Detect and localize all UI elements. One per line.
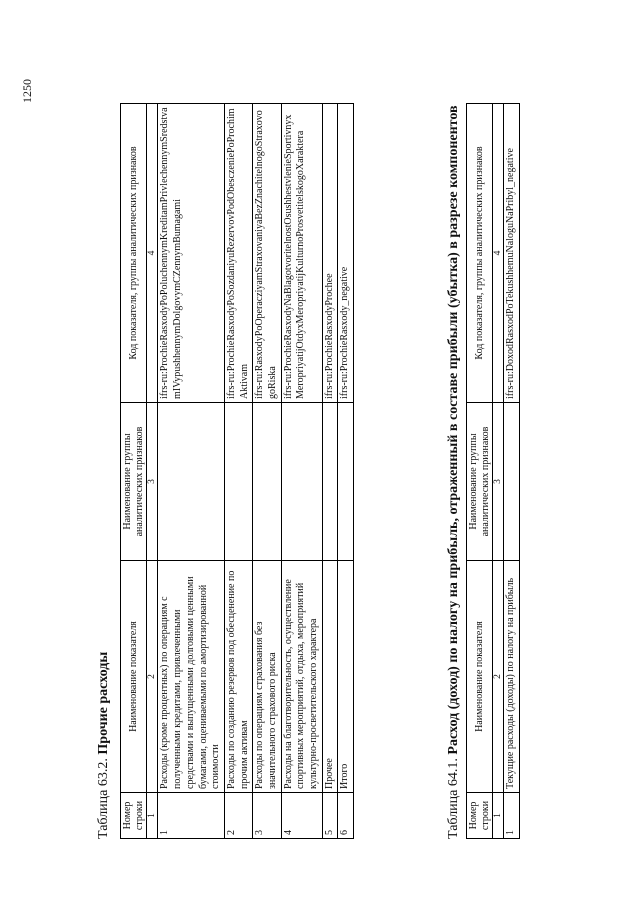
row-number: 5: [322, 793, 338, 839]
row-indicator-code: ifrs-ru:RasxodyPoOperacziyamStraxovaniyaBezZnachitelnogoStraxovogoRiska: [253, 104, 281, 403]
column-number: 1: [493, 793, 504, 839]
row-indicator-name: Прочее: [322, 561, 338, 793]
table-63-2-caption-title: Прочие расходы: [96, 651, 111, 755]
table-64-1-caption-prefix: Таблица 64.1.: [446, 758, 461, 839]
column-number: 3: [147, 403, 158, 561]
row-indicator-code: ifrs-ru:DoxodRasxodPoTekushhemuNaloguNaPribyl_negative: [504, 104, 520, 403]
row-group-name: [322, 403, 338, 561]
column-number: 4: [493, 104, 504, 403]
table-row: [224, 104, 252, 839]
column-number: 2: [493, 561, 504, 793]
table-63-2-caption: [96, 652, 112, 839]
header-indicator-name: Наименование показателя: [467, 561, 493, 793]
page-number: 1250: [20, 79, 34, 103]
row-number: 1: [504, 793, 520, 839]
table-row: [504, 104, 520, 839]
column-number-row: [493, 104, 504, 839]
table-header-row: [467, 104, 493, 839]
row-indicator-name: Расходы по созданию резервов под обесценение по прочим активам: [224, 561, 252, 793]
row-indicator-name: Итого: [338, 561, 354, 793]
table-row: [158, 104, 224, 839]
header-group-name: Наименование группы аналитических признаков: [467, 403, 493, 561]
row-indicator-name: Расходы по операциям страхования без значительного страхового риска: [253, 561, 281, 793]
row-group-name: [504, 403, 520, 561]
row-number: 2: [224, 793, 252, 839]
table-row: [338, 104, 354, 839]
table-64-1-caption-title: Расход (доход) по налогу на прибыль, отраженный в составе прибыли (убытка) в разрезе компонентов: [446, 105, 461, 755]
table-64-1: [466, 103, 520, 839]
column-number: 1: [147, 793, 158, 839]
header-indicator-name: Наименование показателя: [121, 561, 147, 793]
table-row: [322, 104, 338, 839]
row-number: 6: [338, 793, 354, 839]
row-number: 3: [253, 793, 281, 839]
row-indicator-code: ifrs-ru:ProchieRasxodyProchee: [322, 104, 338, 403]
table-63-2: [120, 103, 354, 839]
table-63-2-caption-prefix: Таблица 63.2.: [96, 758, 111, 839]
row-group-name: [281, 403, 322, 561]
row-group-name: [224, 403, 252, 561]
table-64-1-caption: [446, 105, 462, 839]
row-indicator-name: Расходы на благотворительность, осуществление спортивных мероприятий, отдыха, мероприятий культурно-просветительского характера: [281, 561, 322, 793]
column-number-row: [147, 104, 158, 839]
row-group-name: [338, 403, 354, 561]
header-indicator-code: Код показателя, группы аналитических признаков: [467, 104, 493, 403]
row-indicator-code: ifrs-ru:ProchieRasxodyNaBlagotvoritelnostOsushhestvlenieSportivnyxMeropriyatijOtdyxMeropriyatijKulturnoProsvetitelskogoXaraktera: [281, 104, 322, 403]
row-indicator-code: ifrs-ru:ProchieRasxody_negative: [338, 104, 354, 403]
column-number: 3: [493, 403, 504, 561]
table-row: [281, 104, 322, 839]
row-indicator-name: Расходы (кроме процентных) по операциям с полученными кредитами, привлеченными средствами и выпущенными долговыми ценными бумагами, оцениваемыми по амортизированной стоимости: [158, 561, 224, 793]
header-group-name: Наименование группы аналитических признаков: [121, 403, 147, 561]
row-indicator-code: ifrs-ru:ProchieRasxodyPoSozdaniyuRezervovPodObesczeniePoProchimAktivam: [224, 104, 252, 403]
row-group-name: [253, 403, 281, 561]
table-header-row: [121, 104, 147, 839]
table-row: [253, 104, 281, 839]
header-row-number: Номер строки: [121, 793, 147, 839]
column-number: 4: [147, 104, 158, 403]
row-indicator-code: ifrs-ru:ProchieRasxodyPoPoluchennymKreditamPrivlechennymSredstvamIVypushhennymDolgovymCZennymBumagami: [158, 104, 224, 403]
row-number: 4: [281, 793, 322, 839]
header-indicator-code: Код показателя, группы аналитических признаков: [121, 104, 147, 403]
row-number: 1: [158, 793, 224, 839]
row-indicator-name: Текущие расходы (доходы) по налогу на прибыль: [504, 561, 520, 793]
row-group-name: [158, 403, 224, 561]
header-row-number: Номер строки: [467, 793, 493, 839]
column-number: 2: [147, 561, 158, 793]
